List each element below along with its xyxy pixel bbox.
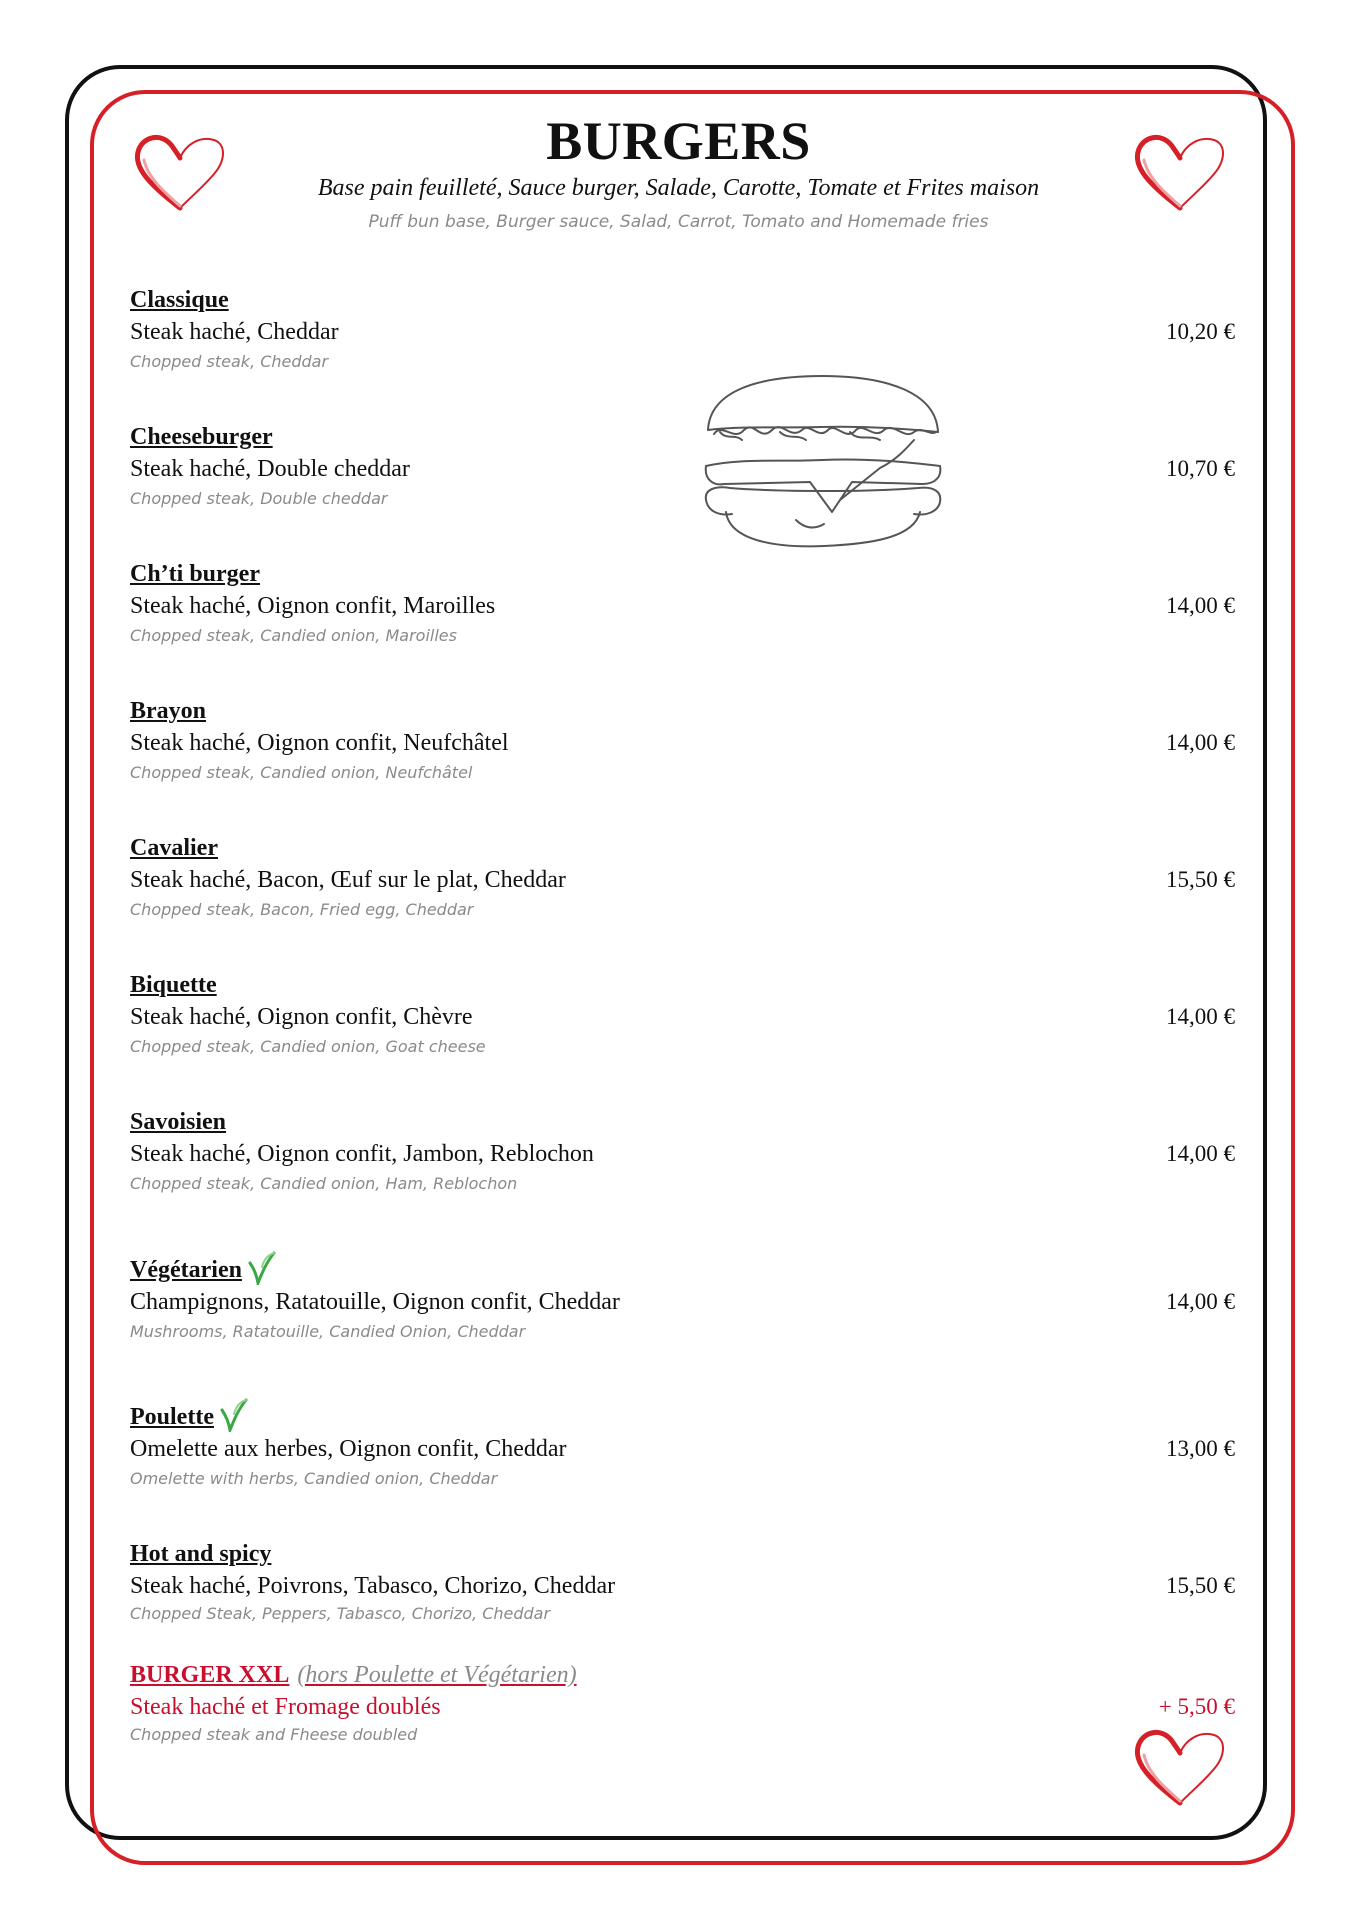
page-title: BURGERS	[546, 111, 811, 171]
menu-item-burger-xxl	[130, 1660, 1235, 1746]
menu-item-hot-and-spicy	[130, 1539, 1235, 1625]
menu-item-cavalier	[130, 833, 1235, 923]
item-description: Steak haché, Bacon, Œuf sur le plat, Cheddar	[130, 867, 566, 893]
item-description: Steak haché, Double cheddar	[130, 456, 410, 482]
item-description: Omelette aux herbes, Oignon confit, Cheddar	[130, 1436, 567, 1462]
item-price: + 5,50 €	[1158, 1694, 1235, 1719]
item-description-row	[130, 1137, 1235, 1171]
item-name-row	[130, 1660, 1235, 1690]
item-description-row	[130, 1285, 1235, 1319]
item-name: Brayon	[130, 698, 207, 724]
item-description-row	[130, 1000, 1235, 1034]
menu-item-classique	[130, 285, 1235, 375]
item-english: Chopped steak, Candied onion, Maroilles	[130, 626, 457, 645]
item-description-row	[130, 589, 1235, 623]
subtitle-french: Base pain feuilleté, Sauce burger, Salade, Carotte, Tomate et Frites maison	[317, 175, 1040, 201]
item-price: 14,00 €	[1166, 1004, 1235, 1029]
item-name: Ch’ti burger	[130, 561, 260, 587]
menu-item-chti-burger	[130, 559, 1235, 649]
item-name: Cavalier	[130, 835, 218, 861]
item-description-row	[130, 1690, 1235, 1724]
item-name: Savoisien	[130, 1109, 227, 1135]
item-english: Chopped steak, Candied onion, Neufchâtel	[130, 763, 473, 782]
item-english: Mushrooms, Ratatouille, Candied Onion, Cheddar	[130, 1322, 526, 1341]
item-price: 15,50 €	[1166, 867, 1235, 892]
item-name: Poulette	[130, 1404, 214, 1430]
item-description-row	[130, 452, 1235, 486]
item-description: Champignons, Ratatouille, Oignon confit, Cheddar	[130, 1289, 620, 1315]
menu-item-brayon	[130, 696, 1235, 786]
item-name: Classique	[130, 287, 229, 313]
item-english: Chopped steak and Fheese doubled	[130, 1725, 418, 1744]
item-description: Steak haché, Poivrons, Tabasco, Chorizo, Cheddar	[130, 1573, 616, 1599]
item-description-row	[130, 1569, 1235, 1603]
subtitle-english: Puff bun base, Burger sauce, Salad, Carrot, Tomato and Homemade fries	[368, 212, 989, 232]
item-name: BURGER XXL	[130, 1662, 290, 1688]
item-description-row	[130, 726, 1235, 760]
item-price: 14,00 €	[1166, 730, 1235, 755]
item-price: 14,00 €	[1166, 593, 1235, 618]
item-english: Chopped steak, Candied onion, Goat cheese	[130, 1037, 486, 1056]
item-price: 15,50 €	[1166, 1573, 1235, 1598]
item-description: Steak haché et Fromage doublés	[130, 1694, 441, 1720]
menu-item-savoisien	[130, 1107, 1235, 1197]
item-note: (hors Poulette et Végétarien)	[297, 1662, 577, 1688]
item-description: Steak haché, Oignon confit, Maroilles	[130, 593, 496, 619]
vegetarian-leaf-icon	[248, 1251, 276, 1285]
item-english: Chopped steak, Double cheddar	[130, 489, 388, 508]
item-price: 10,20 €	[1166, 319, 1235, 344]
item-name: Biquette	[130, 972, 217, 998]
menu-item-biquette	[130, 970, 1235, 1060]
menu-item-poulette	[130, 1402, 1235, 1492]
item-english: Omelette with herbs, Candied onion, Cheddar	[130, 1469, 498, 1488]
item-english: Chopped steak, Bacon, Fried egg, Cheddar	[130, 900, 474, 919]
item-description: Steak haché, Oignon confit, Chèvre	[130, 1004, 473, 1030]
item-english: Chopped steak, Candied onion, Ham, Reblochon	[130, 1174, 518, 1193]
menu-item-cheeseburger	[130, 422, 1235, 512]
item-name: Cheeseburger	[130, 424, 273, 450]
item-name-row	[130, 1402, 1235, 1432]
item-description-row	[130, 315, 1235, 349]
item-description: Steak haché, Cheddar	[130, 319, 339, 345]
item-english: Chopped Steak, Peppers, Tabasco, Chorizo, Cheddar	[130, 1604, 551, 1623]
vegetarian-leaf-icon	[220, 1398, 248, 1432]
item-description: Steak haché, Oignon confit, Jambon, Reblochon	[130, 1141, 594, 1167]
item-description-row	[130, 863, 1235, 897]
item-price: 10,70 €	[1166, 456, 1235, 481]
item-description: Steak haché, Oignon confit, Neufchâtel	[130, 730, 509, 756]
item-english: Chopped steak, Cheddar	[130, 352, 329, 371]
menu-item-vegetarien	[130, 1255, 1235, 1345]
item-name: Hot and spicy	[130, 1541, 272, 1567]
item-price: 13,00 €	[1166, 1436, 1235, 1461]
item-description-row	[130, 1432, 1235, 1466]
item-name-row	[130, 1255, 1235, 1285]
item-price: 14,00 €	[1166, 1141, 1235, 1166]
item-price: 14,00 €	[1166, 1289, 1235, 1314]
item-name: Végétarien	[130, 1257, 242, 1283]
